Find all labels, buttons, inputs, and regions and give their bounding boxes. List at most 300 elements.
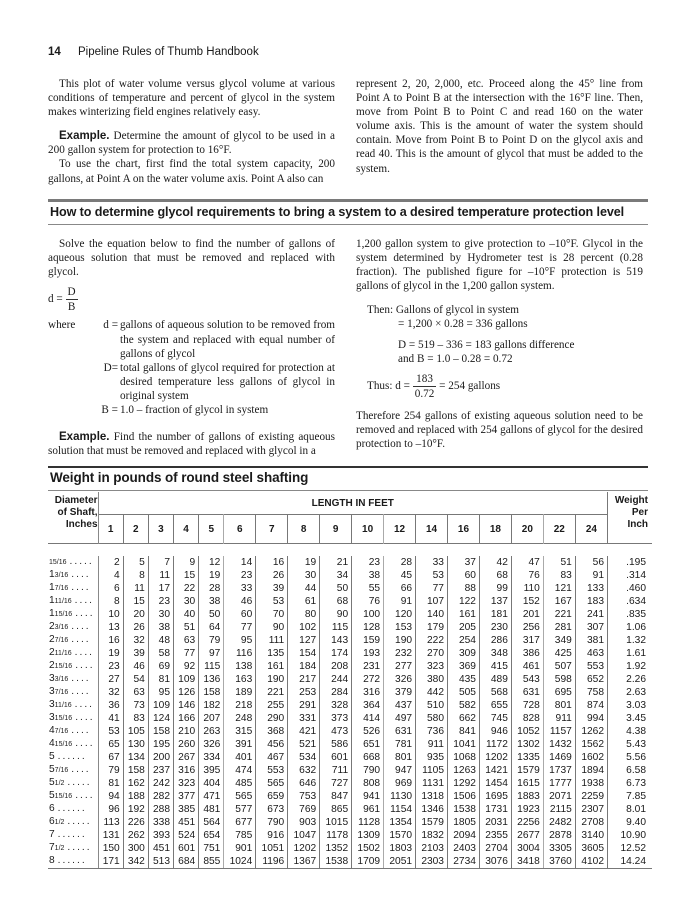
weight-cell: 83 [123, 712, 148, 725]
weight-cell: 14 [224, 556, 256, 569]
weight-cell: 631 [511, 686, 543, 699]
weight-cell: 159 [352, 634, 384, 647]
weight-cell: 565 [224, 790, 256, 803]
diameter-fraction: 7/16 [54, 728, 69, 735]
weight-cell: 107 [416, 595, 448, 608]
diameter-fraction: 15/16 [54, 741, 73, 748]
weight-cell: 1318 [416, 790, 448, 803]
diameter-cell [48, 699, 98, 712]
weight-cell: 385 [174, 803, 199, 816]
thus-label: Thus: [367, 379, 393, 392]
weight-cell: 300 [123, 842, 148, 855]
weight-cell: 1130 [384, 790, 416, 803]
weight-cell: 489 [479, 673, 511, 686]
weight-cell: 109 [174, 673, 199, 686]
thus-result: = 254 gallons [439, 379, 501, 392]
weight-cell: 70 [256, 608, 288, 621]
weight-cell: 1346 [416, 803, 448, 816]
table-row [48, 777, 652, 790]
then-text: Gallons of glycol in system [395, 304, 519, 317]
weight-cell: 2677 [511, 829, 543, 842]
weight-cell: 941 [352, 790, 384, 803]
diameter-whole: 4 [49, 725, 55, 736]
diameter-whole: 5 [49, 764, 55, 775]
weight-cell: 48 [148, 634, 173, 647]
weight-cell: 364 [352, 699, 384, 712]
weight-cell: 50 [320, 582, 352, 595]
weight-cell: 801 [384, 751, 416, 764]
weight-cell: 127 [288, 634, 320, 647]
weight-cell: 263 [199, 725, 224, 738]
weight-cell: 130 [123, 738, 148, 751]
weight-cell: 30 [288, 569, 320, 582]
table-row [48, 738, 652, 751]
table-row [48, 725, 652, 738]
weight-cell: 32 [123, 634, 148, 647]
weight-cell: 386 [511, 647, 543, 660]
section-title-underline [48, 224, 648, 225]
weight-cell: 553 [256, 764, 288, 777]
where-label: where [48, 319, 76, 332]
weight-cell: 23 [98, 660, 123, 673]
glycol-intro: Solve the equation below to find the number of gallons of aqueous solution that must be removed and replaced with glycol. [48, 238, 335, 279]
weight-cell: 135 [256, 647, 288, 660]
weight-cell: 1263 [447, 764, 479, 777]
weight-cell: 291 [288, 699, 320, 712]
weight-cell: 323 [174, 777, 199, 790]
length-header: LENGTH IN FEET [311, 497, 394, 509]
weight-cell: 217 [288, 673, 320, 686]
weight-cell: 4102 [575, 855, 607, 869]
weight-cell: 1570 [384, 829, 416, 842]
weight-cell: 461 [511, 660, 543, 673]
weight-cell: 122 [447, 595, 479, 608]
weight-cell: 188 [123, 790, 148, 803]
intro-right-column [356, 77, 643, 176]
weight-cell: 911 [543, 712, 575, 725]
diameter-fraction: 1/2 [54, 845, 65, 852]
length-column-header: 20 [511, 515, 543, 544]
weight-cell: 242 [148, 777, 173, 790]
weight-cell: 193 [352, 647, 384, 660]
weight-cell: 208 [320, 660, 352, 673]
weight-cell: 677 [224, 816, 256, 829]
weight-per-inch-cell: .835 [608, 608, 653, 621]
weight-cell: 33 [416, 556, 448, 569]
page-number: 14 [48, 46, 61, 58]
weight-cell: 2115 [543, 803, 575, 816]
leader-dots: .... [75, 738, 95, 749]
table-row [48, 699, 652, 712]
weight-cell: 1292 [447, 777, 479, 790]
weight-cell: 911 [416, 738, 448, 751]
weight-cell: 22 [174, 582, 199, 595]
weight-cell: 753 [288, 790, 320, 803]
weight-cell: 182 [199, 699, 224, 712]
weight-cell: 121 [543, 582, 575, 595]
weight-cell: 994 [587, 712, 604, 724]
diameter-fraction: 3/16 [54, 676, 69, 683]
leader-dots: .... [75, 790, 95, 801]
weight-cell: 668 [352, 751, 384, 764]
weight-cell: 474 [224, 764, 256, 777]
weight-cell: 116 [224, 647, 256, 660]
weight-cell: 1923 [511, 803, 543, 816]
weight-cell: 847 [320, 790, 352, 803]
definition-symbol: B = [101, 404, 118, 417]
diameter-cell [48, 842, 98, 855]
weight-cell: 77 [416, 582, 448, 595]
weight-cell: 134 [123, 751, 148, 764]
leader-dots: .... [71, 582, 91, 593]
weight-cell: 16 [256, 556, 288, 569]
diameter-cell [48, 569, 98, 582]
weight-cell: 281 [543, 621, 575, 634]
weight-cell: 88 [447, 582, 479, 595]
diameter-whole: 1 [49, 608, 55, 619]
weight-cell: 15 [174, 569, 199, 582]
weight-cell: 507 [543, 660, 575, 673]
shaft-weight-table [48, 492, 652, 869]
length-column-header: 22 [543, 515, 575, 544]
weight-cell: 63 [174, 634, 199, 647]
weight-cell: 23 [148, 595, 173, 608]
weight-cell: 395 [199, 764, 224, 777]
weight-cell: 136 [199, 673, 224, 686]
diameter-whole: 1 [49, 569, 55, 580]
equation [48, 285, 335, 314]
table-body [48, 556, 652, 869]
weight-cell: 16 [98, 634, 123, 647]
weight-cell: 2051 [384, 855, 416, 869]
weight-cell: 81 [98, 777, 123, 790]
weight-cell: 38 [148, 621, 173, 634]
weight-cell: 15 [123, 595, 148, 608]
weight-cell: 662 [447, 712, 479, 725]
weight-cell: 577 [224, 803, 256, 816]
weight-per-inch-cell: 4.38 [608, 725, 653, 738]
weight-cell: 901 [224, 842, 256, 855]
thus-numerator: 183 [413, 372, 437, 387]
example-text: Determine the amount of glycol to be used in a 200 gallon system for protection to 16°F. [48, 130, 335, 157]
weight-cell: 2704 [479, 842, 511, 855]
weight-per-inch-cell: 5.56 [608, 751, 653, 764]
weight-cell: 56 [592, 556, 604, 568]
weight-cell: 380 [416, 673, 448, 686]
weight-cell: 161 [256, 660, 288, 673]
weight-cell: 95 [224, 634, 256, 647]
weight-cell: 855 [199, 855, 224, 869]
weight-cell: 2482 [543, 816, 575, 829]
weight-cell: 34 [320, 569, 352, 582]
weight-cell: 161 [447, 608, 479, 621]
length-column-header: 10 [352, 515, 384, 544]
diameter-cell [48, 829, 98, 842]
weight-cell: 190 [256, 673, 288, 686]
diameter-cell [48, 725, 98, 738]
weight-cell: 91 [592, 569, 604, 581]
weight-cell: 1432 [543, 738, 575, 751]
diameter-fraction: 7/16 [54, 637, 69, 644]
weight-cell: 11 [123, 582, 148, 595]
diameter-whole: 6 [49, 816, 55, 827]
weight-per-inch-cell: 7.85 [608, 790, 653, 803]
glycol-example-continued: 1,200 gallon system to give protection to –10°F. Glycol in the system determined by Hydrometer test is 28 percent (0.28 fraction). The published figure for –10°F protection is 519 gallons of glycol in the 1,200 gallon system. [356, 238, 643, 293]
weight-cell: 120 [384, 608, 416, 621]
weight-cell: 47 [511, 556, 543, 569]
weight-cell: 781 [384, 738, 416, 751]
weight-cell: 5 [123, 556, 148, 569]
diameter-whole: 1 [49, 595, 55, 606]
weight-cell: 174 [320, 647, 352, 660]
weight-cell: 138 [224, 660, 256, 673]
definition-D [48, 361, 335, 403]
weight-cell: 61 [288, 595, 320, 608]
weight-cell: 248 [224, 712, 256, 725]
weight-cell: 727 [320, 777, 352, 790]
weight-cell: 2 [98, 556, 123, 569]
weight-cell: 270 [416, 647, 448, 660]
weight-cell: 646 [288, 777, 320, 790]
weight-per-inch-cell: 10.90 [608, 829, 653, 842]
weight-cell: 1262 [581, 725, 604, 737]
diameter-cell [48, 634, 98, 647]
weight-cell: 53 [416, 569, 448, 582]
weight-cell: 19 [288, 556, 320, 569]
weight-cell: 167 [543, 595, 575, 608]
weight-cell: 373 [320, 712, 352, 725]
header-line: Weight [614, 495, 648, 506]
weight-cell: 379 [384, 686, 416, 699]
weight-cell: 1041 [447, 738, 479, 751]
weight-cell: 19 [98, 647, 123, 660]
diameter-fraction: 11/16 [54, 702, 72, 709]
weight-cell: 1538 [447, 803, 479, 816]
weight-cell: 393 [148, 829, 173, 842]
weight-cell: 152 [511, 595, 543, 608]
equation-lhs: d = [48, 293, 63, 306]
weight-cell: 44 [288, 582, 320, 595]
weight-cell: 338 [148, 816, 173, 829]
table-row [48, 816, 652, 829]
weight-cell: 153 [384, 621, 416, 634]
weight-cell: 79 [98, 764, 123, 777]
weight-cell: 40 [174, 608, 199, 621]
diameter-whole: 3 [49, 699, 55, 710]
diameter-cell [48, 803, 98, 816]
weight-cell: 1579 [416, 816, 448, 829]
weight-cell: 801 [543, 699, 575, 712]
weight-cell: 1938 [581, 777, 604, 789]
weight-cell: 96 [98, 803, 123, 816]
weight-cell: 654 [199, 829, 224, 842]
weight-cell: 19 [199, 569, 224, 582]
weight-cell: 92 [174, 660, 199, 673]
weight-cell: 91 [384, 595, 416, 608]
weight-cell: 12 [199, 556, 224, 569]
section-rule [48, 199, 648, 202]
weight-per-inch-cell: 5.43 [608, 738, 653, 751]
weight-per-inch-cell: .195 [608, 556, 653, 569]
weight-cell: 200 [148, 751, 173, 764]
weight-cell: 437 [384, 699, 416, 712]
weight-cell: 463 [587, 647, 604, 659]
weight-cell: 17 [148, 582, 173, 595]
weight-cell: 60 [447, 569, 479, 582]
table-row [48, 634, 652, 647]
weight-cell: 272 [352, 673, 384, 686]
weight-cell: 288 [148, 803, 173, 816]
weight-cell: 534 [288, 751, 320, 764]
weight-cell: 369 [447, 660, 479, 673]
equation-fraction [66, 285, 78, 314]
weight-cell: 102 [288, 621, 320, 634]
weight-cell: 100 [352, 608, 384, 621]
weight-cell: 1178 [320, 829, 352, 842]
weight-cell: 162 [123, 777, 148, 790]
leader-dots: .... [74, 699, 94, 710]
weight-cell: 3004 [511, 842, 543, 855]
weight-cell: 451 [148, 842, 173, 855]
weight-cell: 179 [416, 621, 448, 634]
weight-cell: 143 [320, 634, 352, 647]
diameter-cell [48, 647, 98, 660]
leader-dots: ...... [57, 803, 87, 814]
diameter-whole: 5 [49, 790, 55, 801]
weight-cell: 30 [148, 608, 173, 621]
glycol-example [48, 430, 335, 458]
weight-cell: 109 [148, 699, 173, 712]
header-line: Per [631, 507, 648, 518]
weight-cell: 124 [148, 712, 173, 725]
weight-cell: 916 [256, 829, 288, 842]
length-column-header: 24 [575, 515, 607, 544]
weight-per-inch-cell: 12.52 [608, 842, 653, 855]
diameter-cell [48, 673, 98, 686]
weight-cell: 37 [447, 556, 479, 569]
weight-cell: 808 [352, 777, 384, 790]
weight-cell: 1015 [320, 816, 352, 829]
weight-cell: 1051 [256, 842, 288, 855]
leader-dots: ..... [67, 816, 92, 827]
diameter-cell [48, 816, 98, 829]
thus-lhs: d = [395, 379, 410, 392]
weight-cell: 255 [256, 699, 288, 712]
leader-dots: ...... [57, 751, 87, 762]
weight-cell: 651 [352, 738, 384, 751]
definition-B [48, 403, 335, 417]
weight-cell: 192 [123, 803, 148, 816]
weight-cell: 414 [352, 712, 384, 725]
definitions-list [48, 318, 335, 417]
weight-cell: 598 [543, 673, 575, 686]
diameter-fraction: 15/16 [54, 715, 73, 722]
weight-cell: 473 [320, 725, 352, 738]
weight-cell: 2878 [543, 829, 575, 842]
weight-cell: 36 [98, 699, 123, 712]
diameter-fraction: 7/16 [54, 585, 69, 592]
weight-per-inch-cell: 8.01 [608, 803, 653, 816]
weight-cell: 111 [256, 634, 288, 647]
length-column-header: 12 [384, 515, 416, 544]
weight-cell: 485 [224, 777, 256, 790]
weight-cell: 76 [511, 569, 543, 582]
weight-per-inch-cell: 1.61 [608, 647, 653, 660]
weight-cell: 253 [288, 686, 320, 699]
weight-cell: 79 [199, 634, 224, 647]
weight-cell: 11 [148, 569, 173, 582]
weight-cell: 655 [479, 699, 511, 712]
book-title: Pipeline Rules of Thumb Handbook [78, 46, 259, 58]
equation-denominator: B [67, 301, 76, 314]
weight-cell: 73 [123, 699, 148, 712]
weight-cell: 232 [384, 647, 416, 660]
weight-cell: 163 [224, 673, 256, 686]
leader-dots: ...... [57, 829, 87, 840]
diameter-cell [48, 738, 98, 751]
weight-per-inch-cell: 14.24 [608, 855, 653, 869]
weight-cell: 205 [447, 621, 479, 634]
diameter-whole: 3 [49, 673, 55, 684]
weight-cell: 1777 [543, 777, 575, 790]
weight-cell: 1602 [581, 751, 604, 763]
diameter-cell [48, 608, 98, 621]
then-label: Then: [367, 304, 394, 317]
weight-cell: 1202 [479, 751, 511, 764]
weight-cell: 3305 [543, 842, 575, 855]
weight-cell: 53 [256, 595, 288, 608]
diameter-whole: 1 [49, 582, 55, 593]
weight-cell: 46 [123, 660, 148, 673]
table-row [48, 829, 652, 842]
weight-cell: 97 [199, 647, 224, 660]
weight-cell: 1506 [447, 790, 479, 803]
table-row [48, 621, 652, 634]
weight-cell: 946 [479, 725, 511, 738]
glycol-conclusion: Therefore 254 gallons of existing aqueous solution need to be removed and replaced with 254 gallons of glycol for the desired protection to –10°F. [356, 409, 643, 451]
weight-cell: 50 [199, 608, 224, 621]
weight-cell: 2071 [543, 790, 575, 803]
weight-cell: 137 [479, 595, 511, 608]
weight-cell: 969 [384, 777, 416, 790]
weight-cell: 9 [174, 556, 199, 569]
weight-per-inch-cell: .314 [608, 569, 653, 582]
table-row [48, 790, 652, 803]
diameter-cell [48, 660, 98, 673]
leader-dots: .... [71, 621, 91, 632]
weight-per-inch-cell: 3.45 [608, 712, 653, 725]
weight-cell: 349 [543, 634, 575, 647]
weight-cell: 277 [384, 660, 416, 673]
definition-text: 1.0 – fraction of glycol in system [120, 404, 269, 417]
weight-cell: 10 [98, 608, 123, 621]
weight-cell: 3076 [479, 855, 511, 869]
weight-cell: 51 [543, 556, 575, 569]
table-row [48, 751, 652, 764]
weight-cell: 421 [288, 725, 320, 738]
length-column-header: 2 [123, 515, 148, 544]
weight-cell: 1047 [288, 829, 320, 842]
weight-cell: 307 [587, 621, 604, 633]
weight-cell: 684 [174, 855, 199, 869]
length-column-header: 1 [98, 515, 123, 544]
weight-cell: 736 [416, 725, 448, 738]
weight-cell: 158 [123, 764, 148, 777]
weight-cell: 323 [416, 660, 448, 673]
weight-cell: 381 [587, 634, 604, 646]
weight-cell: 1157 [543, 725, 575, 738]
leader-dots: ...... [57, 855, 87, 866]
